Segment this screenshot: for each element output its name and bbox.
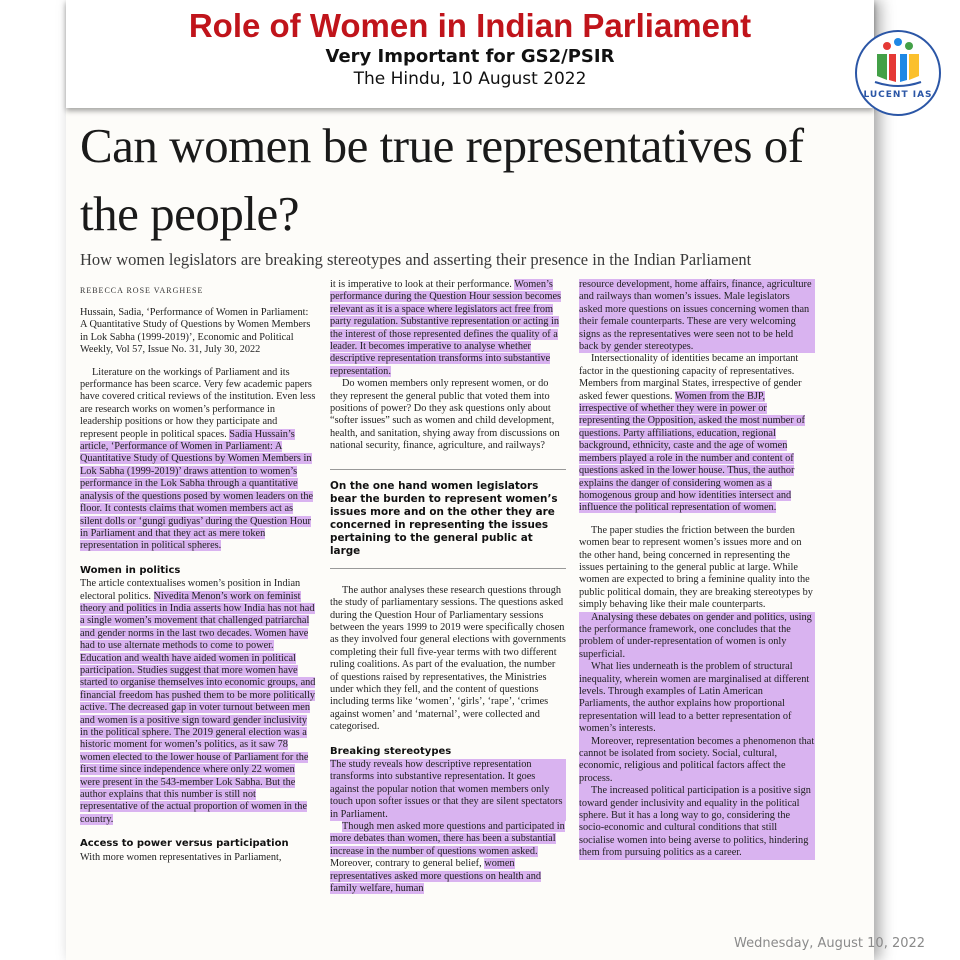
paragraph	[330, 821, 566, 895]
citation-text: Hussain, Sadia, ‘Performance of Women in Parliament: A Quantitative Study of Questions by Women Members in Lok Sabha (1999-2019)’, Economic and Political Weekly, Vol 57, Issue No. 31, July 30, 2022	[80, 307, 311, 356]
highlighted-text: The increased political participation is a positive sign toward gender inclusivity and equality in the political sphere. But it has a long way to go, considering the socio-economic and cultural conditions that still socialise women into being averse to politics, hindering them from pursuing politics as a career.	[579, 785, 815, 859]
paragraph-text: Intersectionality of identities became an important factor in the questioning capacity of representatives. Members from marginal States, irrespective of gender asked fewer questions.	[579, 353, 802, 402]
article-headline: Can women be true representatives of the people?	[80, 118, 804, 241]
highlighted-text: resource development, home affairs, finance, agriculture and railways than women’s issues. Male legislators asked more questions on issues concerning women than their female counterparts. These are very welcoming signs as the representatives were seen not to be held back by gender stereotypes.	[579, 279, 815, 353]
highlighted-text: The study reveals how descriptive representation transforms into substantive representation. It goes against the popular notion that women members only touch upon softer issues or that they are silent spectators in Parliament.	[330, 759, 566, 821]
newspaper-clipping	[66, 0, 874, 960]
highlighted-text: Women’s performance during the Question Hour session becomes relevant as it is a space where legislators act free from party regulation. Substantive representation or acting in the interest of those represented defines the quality of a leader. It becomes imperative to analyse whether descriptive representation transforms into substantive representation.	[330, 279, 562, 377]
paragraph-text: it is imperative to look at their performance.	[330, 279, 512, 290]
banner-subtitle: Very Important for GS2/PSIR	[325, 46, 615, 67]
paragraph	[579, 353, 815, 514]
paragraph	[80, 578, 316, 826]
banner-title: Role of Women in Indian Parliament	[188, 7, 752, 44]
banner-source-line: The Hindu, 10 August 2022	[353, 69, 587, 89]
article-column-2	[330, 279, 566, 895]
paragraph-text: Do women members only represent women, or do they represent the general public that voted them into positions of power? Do they ask questions only about “softer issues” such as women and child development, health, and sanitation, shying away from discussions on national security, finance, agriculture, and railways?	[330, 378, 560, 452]
lucent-ias-logo	[855, 30, 941, 116]
highlighted-text: Though men asked more questions and participated in more debates than women, there has been a substantial increase in the number of questions women asked.	[330, 821, 565, 857]
highlighted-text: Women from the BJP, irrespective of whether they were in power or representing the Opposition, asked the most number of questions. Party affiliations, education, regional background, ethnicity, caste and the age of women members played a role in the number and content of questions asked in the lower house. Thus, the author explains the danger of considering women as a homogenous group and how identities intersect and influence the political representation of women.	[579, 390, 805, 514]
article-column-1	[80, 307, 316, 864]
highlighted-text: Nivedita Menon’s work on feminist theory and politics in India asserts how India has not had a single women’s movement that challenged patriarchal and gender norms in the last two decades. Women have had to use alternate methods to come to power. Education and wealth have aided women in political participation. Studies suggest that more women have started to organise themselves into economic groups, and financial freedom has pushed them to be more politically active. The decreased gap in voter turnout between men and women is a positive sign toward gender inclusivity in the political sphere. The 2019 general election was a historic moment for women’s politics, as it saw 78 women elected to the lower house of Parliament for the first time since independence where only 22 women were present in the 543-member Lok Sabha. But the author explains that this number is still not representative of the actual proportion of women in the country.	[80, 590, 316, 825]
highlighted-text: Analysing these debates on gender and politics, using the performance framework, one concludes that the problem of under-representation of women is only superficial.	[579, 612, 815, 662]
highlighted-text: What lies underneath is the problem of structural inequality, wherein women are marginalised at different levels. Through examples of Latin American Parliaments, the author explains how proportional representation will lead to a better representation of women’s interests.	[579, 661, 815, 735]
highlighted-text: women representatives asked more questions on health and family welfare, human	[330, 858, 542, 895]
paragraph-text: With more women representatives in Parliament,	[80, 851, 282, 863]
highlighted-text: Moreover, representation becomes a phenomenon that cannot be isolated from society. Social, cultural, economic, religious and political factors affect the process.	[579, 735, 815, 784]
article-byline: REBECCA ROSE VARGHESE	[80, 286, 204, 295]
logo-text: LUCENT IAS	[863, 90, 933, 100]
section-heading: Breaking stereotypes	[330, 745, 452, 757]
paragraph-text: The author analyses these research questions through the study of parliamentary sessions. The questions asked during the Question Hour of Parliamentary sessions between the years 1999 to 2019 were specifically chosen as they involved four general elections with governments completing their full five-year terms with two different ruling coalitions. As part of the evaluation, the number of questions raised by representatives, the Ministries under which they fell, and the content of questions including terms like ‘women’, ‘girls’, ‘rape’, ‘crimes against women’ and ‘maternal’, were collected and categorised.	[330, 584, 566, 733]
article-standfirst: How women legislators are breaking stereotypes and asserting their presence in the Indian Parliament	[80, 250, 752, 269]
section-heading: Access to power versus participation	[80, 838, 289, 850]
paragraph	[80, 367, 316, 553]
paragraph	[330, 279, 566, 378]
article-column-3	[579, 279, 815, 860]
paragraph-text: Moreover, contrary to general belief,	[330, 858, 482, 870]
paragraph-text: The article contextualises women’s position in Indian electoral politics.	[80, 578, 301, 602]
paragraph-text: Literature on the workings of Parliament and its performance has been scarce. Very few academic papers have covered critical reviews of the institution. Even less are research works on women’s performance in leadership positions or how they participate and represent people in political spaces.	[80, 366, 316, 440]
highlighted-text: Sadia Hussain’s article, ‘Performance of Women in Parliament: A Quantitative Study of Questions by Women Members in Lok Sabha (1999-2019)’ draws attention to women’s performance in the Lok Sabha through a quantitative analysis of the questions posed by women leaders on the floor. It contests claims that women members act as silent dolls or ‘gungi gudiyas’ during the Question Hour in Parliament and that they act as mere token representation in political spheres.	[80, 428, 314, 552]
paragraph-text: The paper studies the friction between the burden women bear to represent women’s issues more and on the other hand, being concerned in representing the issues pertaining to the general public at large. While women are expected to bring a feminine quality into the public political domain, they are breaking stereotypes by simply behaving like their male counterparts.	[579, 524, 813, 611]
section-heading: Women in politics	[80, 564, 181, 576]
header-banner	[66, 0, 874, 108]
date-stamp: Wednesday, August 10, 2022	[734, 936, 926, 951]
book-people-logo-icon	[857, 32, 939, 114]
pull-quote: On the one hand women legislators bear the burden to represent women’s issues more and on the other they are concerned in representing the issues pertaining to the general public at large	[330, 469, 566, 569]
